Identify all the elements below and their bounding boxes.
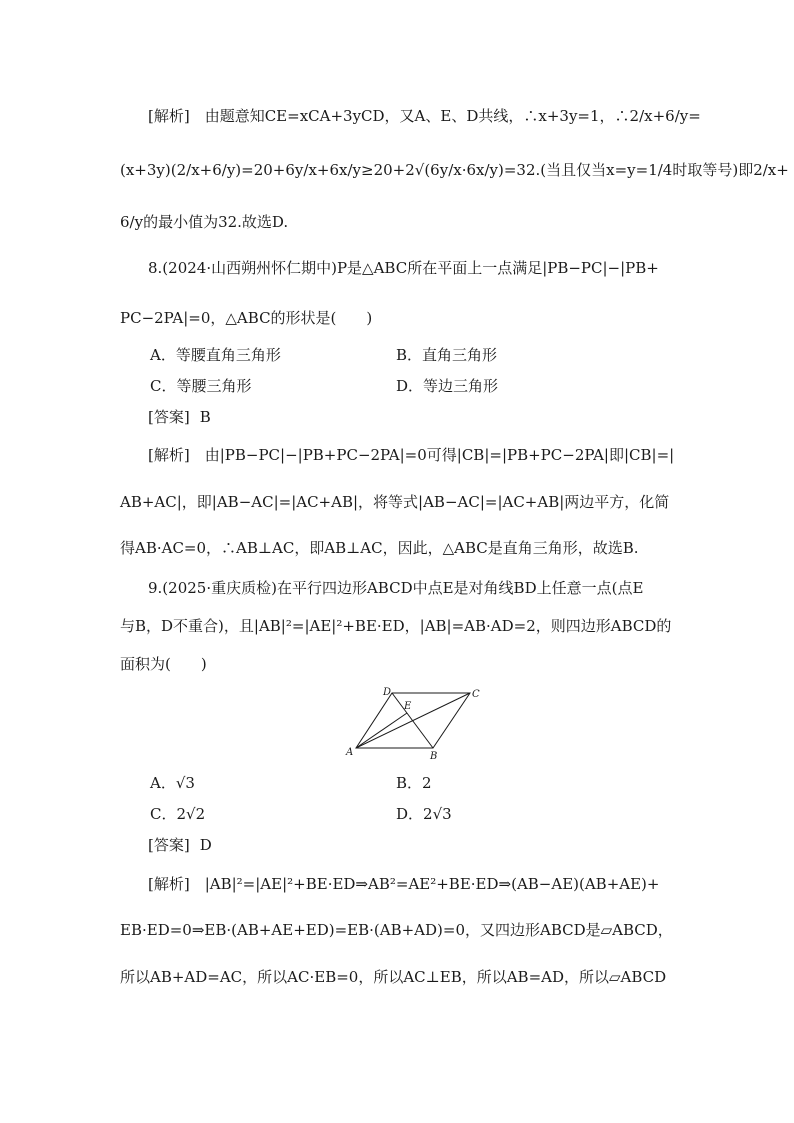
- point-label-e: E: [404, 701, 412, 712]
- question-9-option-b: B．2: [396, 774, 432, 792]
- solution-7-line-3: 6/y的最小值为32.故选D.: [120, 213, 289, 231]
- question-8-stem-line-1: 8.(2024·山西朔州怀仁期中)P是△ABC所在平面上一点满足|PB−PC|−|PB+: [148, 259, 659, 277]
- solution-7-line-2: (x+3y)(2/x+6/y)=20+6y/x+6x/y≥20+2√(6y/x·6x/y)=32.(当且仅当x=y=1/4时取等号)即2/x+: [120, 161, 789, 179]
- solution-8-line-3: 得AB·AC=0，∴AB⊥AC，即AB⊥AC，因此，△ABC是直角三角形，故选B.: [120, 539, 639, 557]
- vertex-label-b: B: [430, 751, 438, 760]
- answer-value: D: [199, 836, 212, 854]
- answer-label: [答案]: [148, 408, 190, 426]
- question-8-option-a: A．等腰直角三角形: [150, 346, 281, 364]
- segment-ae: [356, 713, 407, 748]
- question-8-option-b: B．直角三角形: [396, 346, 498, 364]
- question-9-option-d: D．2√3: [396, 805, 452, 823]
- question-8-answer: [148, 405, 211, 429]
- question-9-stem-line-1: 9.(2025·重庆质检)在平行四边形ABCD中点E是对角线BD上任意一点(点E: [148, 579, 644, 597]
- vertex-label-d: D: [383, 687, 392, 698]
- vertex-label-a: A: [346, 747, 354, 758]
- question-8-stem-line-2: PC−2PA|=0，△ABC的形状是( ): [120, 309, 373, 327]
- parallelogram-figure: [340, 685, 490, 764]
- question-9-answer: [148, 833, 212, 857]
- question-9-stem-line-3: 面积为( ): [120, 655, 207, 673]
- solution-7-line-1: [解析] 由题意知CE=xCA+3yCD，又A、E、D共线，∴x+3y=1，∴2/x+6/y=: [148, 107, 701, 125]
- question-9-stem-line-2: 与B，D不重合)，且|AB|²=|AE|²+BE·ED，|AB|=AB·AD=2，则四边形ABCD的: [120, 617, 672, 635]
- solution-9-line-1: [解析] |AB|²=|AE|²+BE·ED⇒AB²=AE²+BE·ED⇒(AB−AE)(AB+AE)+: [148, 875, 660, 893]
- vertex-label-c: C: [472, 689, 480, 700]
- answer-value: B: [199, 408, 211, 426]
- question-9-option-c: C．2√2: [150, 805, 206, 823]
- solution-9-line-3: 所以AB+AD=AC，所以AC·EB=0，所以AC⊥EB，所以AB=AD，所以▱ABCD: [120, 968, 667, 986]
- question-9-option-a: A．√3: [150, 774, 195, 792]
- solution-8-line-1: [解析] 由|PB−PC|−|PB+PC−2PA|=0可得|CB|=|PB+PC−2PA|即|CB|=|: [148, 446, 675, 464]
- solution-9-line-2: EB·ED=0⇒EB·(AB+AE+ED)=EB·(AB+AD)=0，又四边形ABCD是▱ABCD，: [120, 921, 673, 939]
- question-8-option-d: D．等边三角形: [396, 377, 499, 395]
- diagonal-bd: [392, 693, 433, 748]
- solution-8-line-2: AB+AC|，即|AB−AC|=|AC+AB|，将等式|AB−AC|=|AC+AB|两边平方，化简: [120, 493, 670, 511]
- answer-label: [答案]: [148, 836, 190, 854]
- question-8-option-c: C．等腰三角形: [150, 377, 252, 395]
